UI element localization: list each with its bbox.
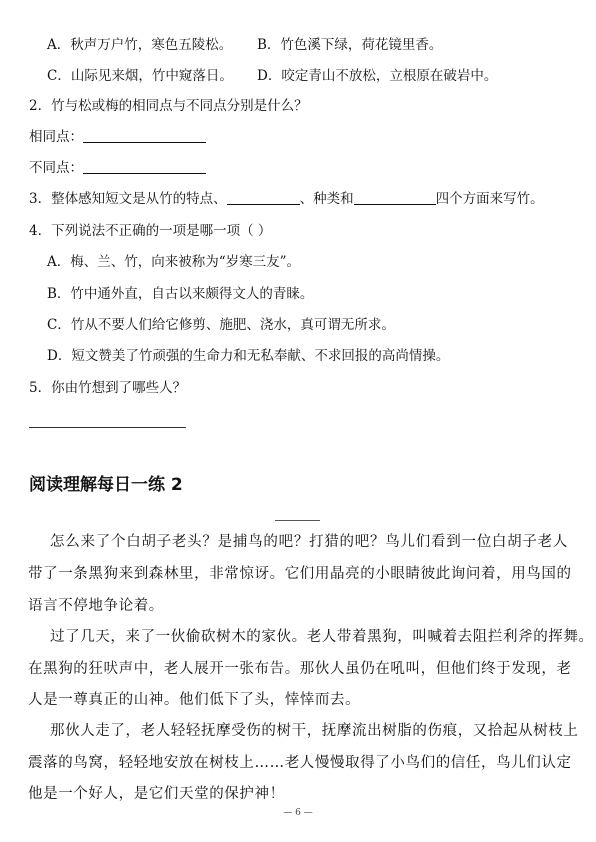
passage-line: 他是一个好人，是它们天堂的保护神！ <box>28 786 285 802</box>
q3-part2: 、种类和 <box>299 191 354 207</box>
passage-line: 语言不停地争论着。 <box>28 598 164 614</box>
q2-diff-label: 不同点： <box>29 160 83 176</box>
q2-same-label: 相同点： <box>29 129 83 145</box>
q2-text: 2．竹与松或梅的相同点与不同点分别是什么？ <box>29 98 308 114</box>
q3-row <box>29 190 544 208</box>
q3-part3: 四个方面来写竹。 <box>435 191 544 207</box>
q2-same-row <box>29 128 206 146</box>
q5-answer-blank[interactable] <box>29 427 186 428</box>
q2-diff-blank[interactable] <box>83 159 206 174</box>
q5-text: 5．你由竹想到了哪些人？ <box>29 380 187 396</box>
section-title: 阅读理解每日一练 2 <box>29 475 183 495</box>
q3-part1: 3．整体感知短文是从竹的特点、 <box>29 191 227 207</box>
q1-option-c: C．山际见来烟，竹中窥落日。 <box>47 68 233 84</box>
q3-blank-1[interactable] <box>227 190 300 205</box>
q1-option-a: A．秋声万户竹，寒色五陵松。 <box>47 37 233 53</box>
passage-line: 怎么来了个白胡子老头？是捕鸟的吧？打猎的吧？鸟儿们看到一位白胡子老人 <box>50 534 568 550</box>
q4-option-b: B．竹中通外直，自古以来颇得文人的青睐。 <box>47 286 314 302</box>
q1-option-b: B．竹色溪下绿，荷花镜里香。 <box>257 37 443 53</box>
q4-option-c: C．竹从不要人们给它修剪、施肥、浇水，真可谓无所求。 <box>47 317 395 333</box>
passage-line: 人是一尊真正的山神。他们低下了头，悻悻而去。 <box>28 692 361 708</box>
q2-same-blank[interactable] <box>83 128 206 143</box>
passage-line: 过了几天，来了一伙偷砍树木的家伙。老人带着黑狗，叫喊着去阻拦利斧的挥舞。 <box>50 629 594 645</box>
q1-option-d: D．咬定青山不放松，立根原在破岩中。 <box>257 68 498 84</box>
page-number: — 6 — <box>283 808 313 818</box>
title-divider <box>275 520 320 521</box>
passage-line: 那伙人走了，老人轻轻抚摩受伤的树干，抚摩流出树脂的伤痕，又拾起从树枝上 <box>50 723 579 739</box>
q4-text: 4．下列说法不正确的一项是哪一项（ ） <box>29 223 272 239</box>
passage-line: 带了一条黑狗来到森林里，非常惊讶。它们用晶亮的小眼睛彼此询问着，用鸟国的 <box>28 566 572 582</box>
q3-blank-2[interactable] <box>354 190 436 205</box>
q4-option-a: A．梅、兰、竹，向来被称为“岁寒三友”。 <box>47 254 301 270</box>
passage-line: 在黑狗的狂吠声中，老人展开一张布告。那伙人虽仍在吼叫，但他们终于发现，老 <box>28 661 572 677</box>
passage-line: 震落的鸟窝，轻轻地安放在树枝上……老人慢慢取得了小鸟们的信任，鸟儿们认定 <box>28 755 572 771</box>
q4-option-d: D．短文赞美了竹顽强的生命力和无私奉献、不求回报的高尚情操。 <box>47 348 450 364</box>
q2-diff-row <box>29 159 206 177</box>
